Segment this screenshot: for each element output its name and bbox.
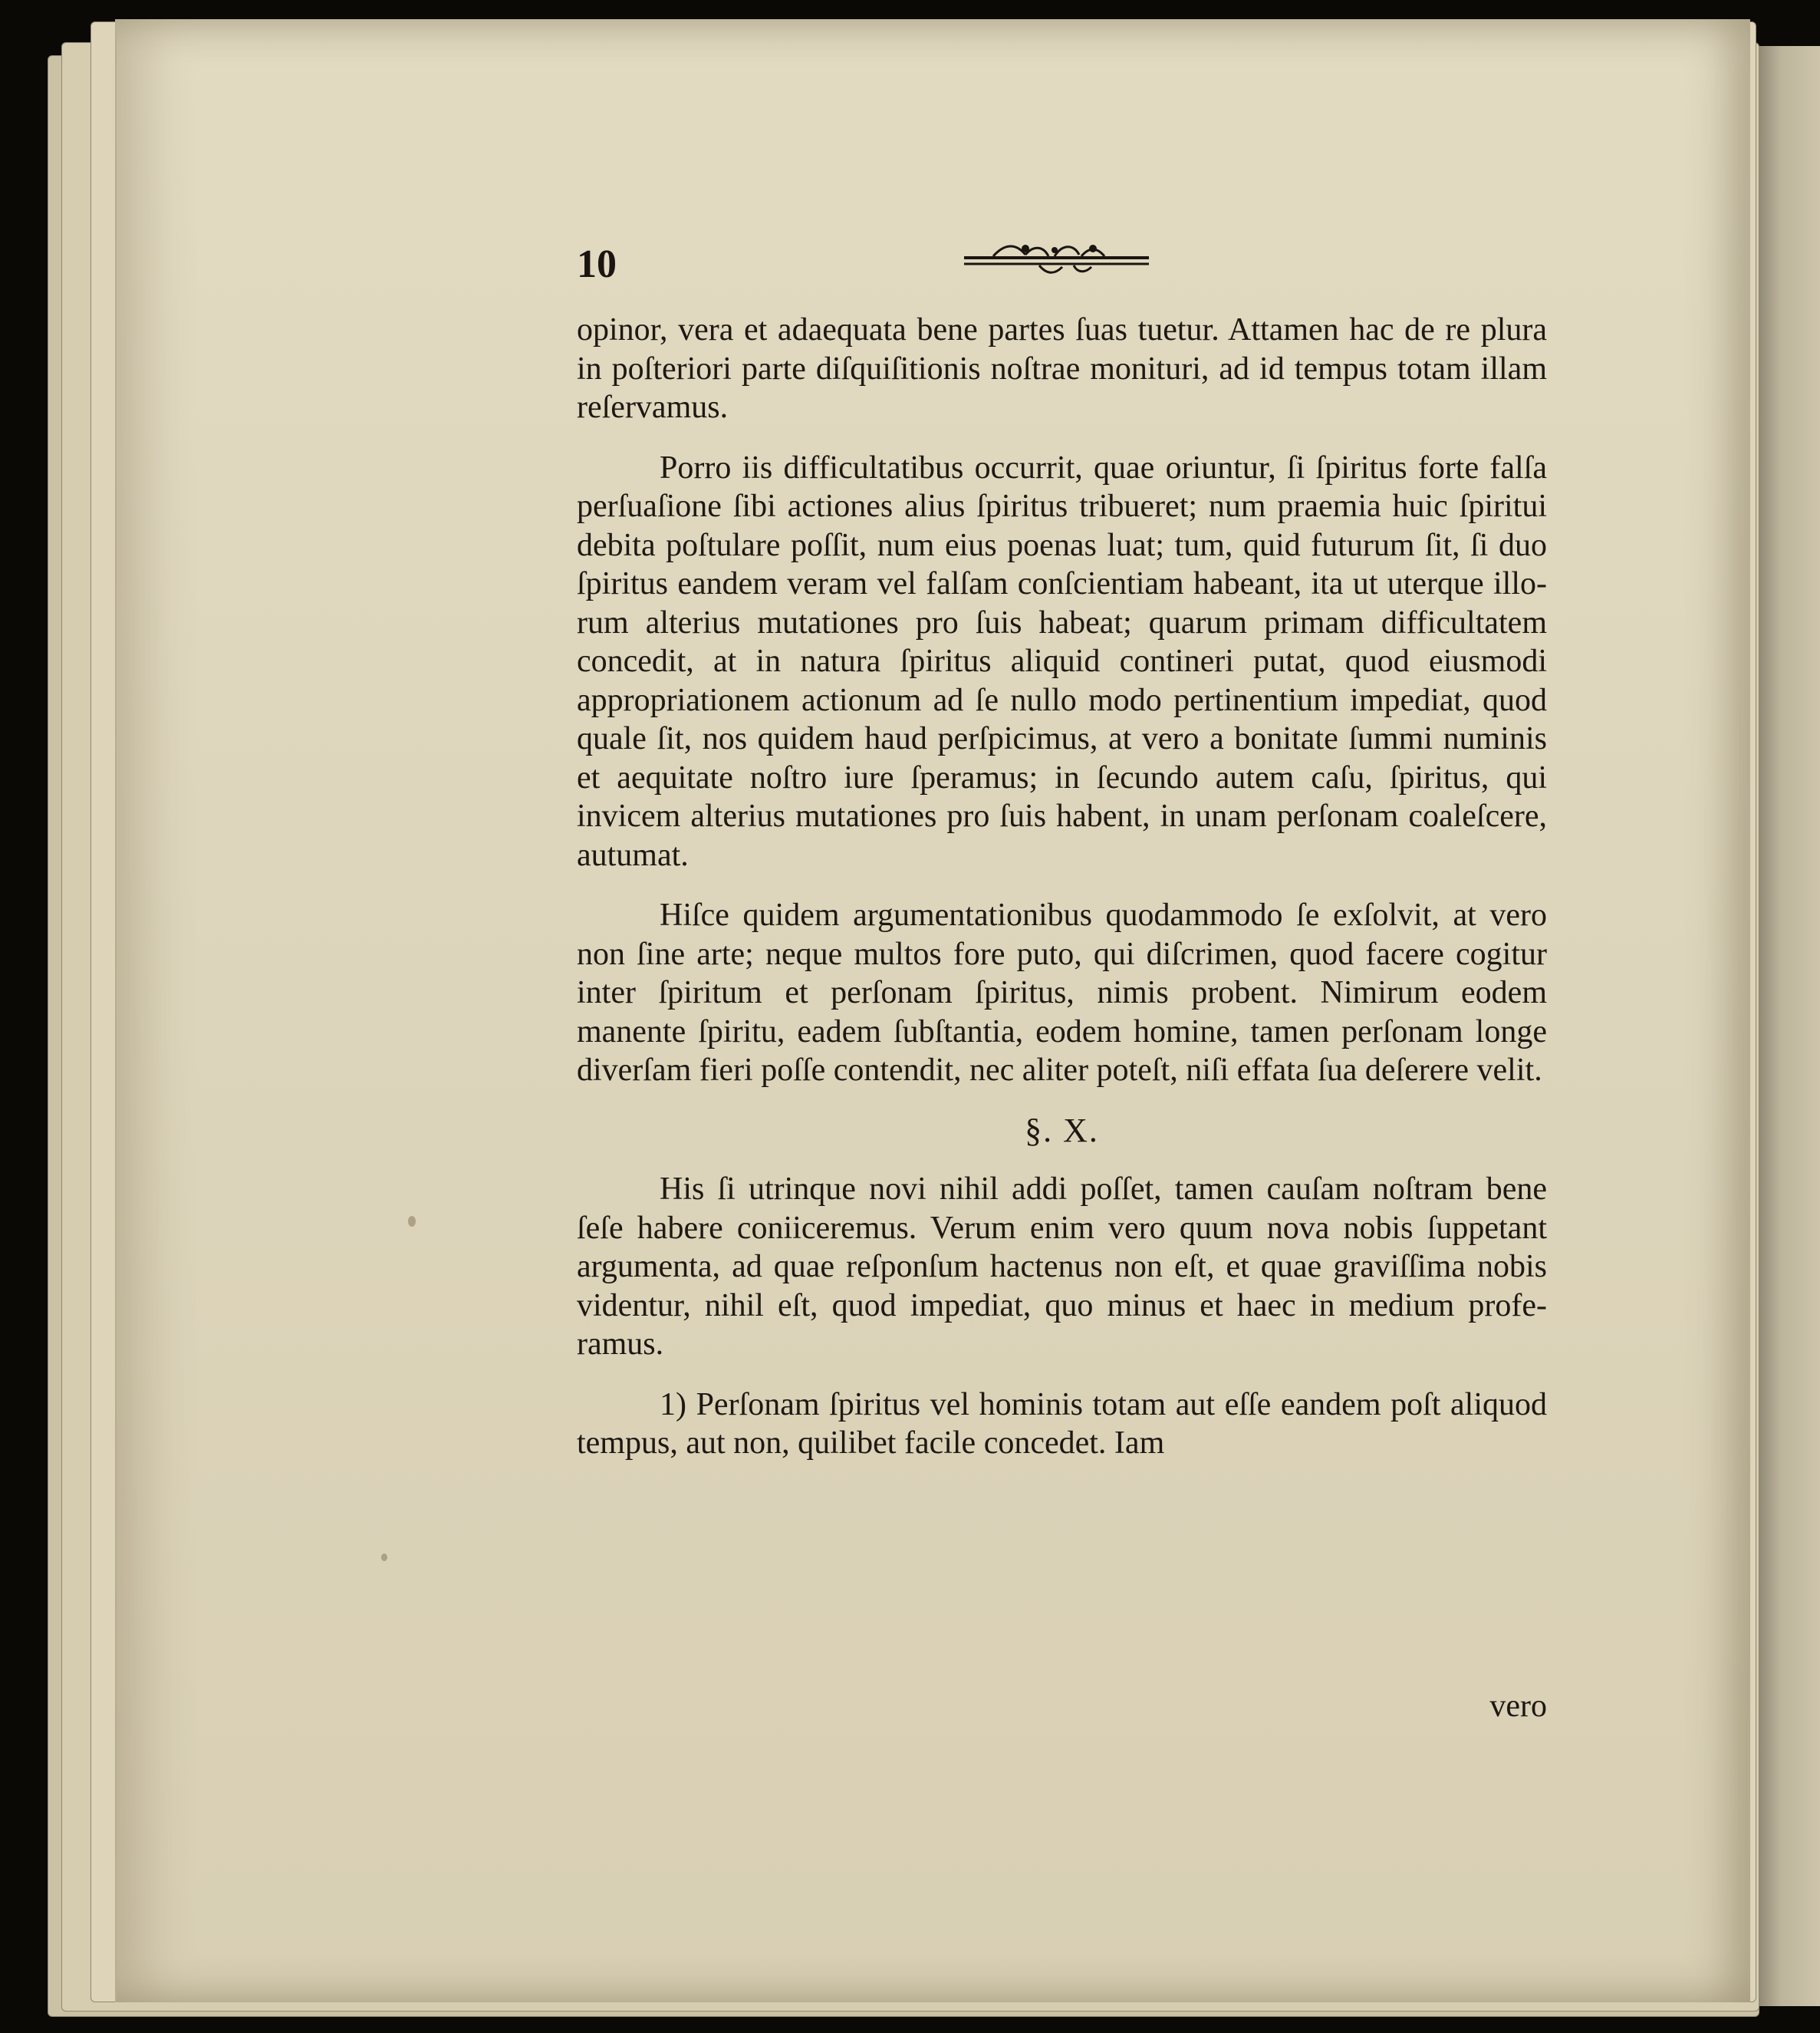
page-number: 10 <box>577 242 617 286</box>
foxing-spot <box>381 1554 387 1561</box>
foxing-spot <box>408 1216 416 1227</box>
body-text <box>577 311 1547 1484</box>
facing-page-edge <box>1753 46 1820 2006</box>
ornament-icon <box>963 239 1150 278</box>
paragraph: 1) Perſonam ſpiritus vel hominis totam aut eſſe eandem poſt aliquod tempus, aut non, quilibet facile concedet. Iam <box>577 1386 1547 1461</box>
paragraph: His ſi utrinque novi nihil addi poſſet, tamen cauſam noſtram bene ſeſe habere coniiceremus. Verum enim vero quum nova nobis ſuppetant argumenta, ad quae reſponſum hactenus non eſt, et quae graviſſima nobis videntur, nihil eſt, quod impediat, quo minus et haec in medium proferamus. <box>577 1171 1547 1362</box>
paragraph: opinor, vera et adaequata bene partes ſuas tuetur. Attamen hac de re plura in poſteriori parte diſquiſitionis noſtrae monituri, ad id tempus totam illam reſervamus. <box>577 312 1547 425</box>
catchword: vero <box>1489 1689 1547 1724</box>
section-heading: §. X. <box>1025 1111 1099 1149</box>
paragraph: Porro iis difficultatibus occurrit, quae oriuntur, ſi ſpiritus forte falſa perſuaſione ſibi actiones alius ſpiritus tribueret; num praemia huic ſpiritui debita poſtulare poſſit, num eius poenas luat; tum, quid futurum ſit, ſi duo ſpiritus eandem veram vel falſam conſcientiam habeant, ita ut uterque illorum alterius mutationes pro ſuis habeat; quarum primam difficultatem concedit, at in natura ſpiritus aliquid contineri putat, quod eiusmodi appropriationem actionum ad ſe nullo modo pertinentium impediat, quod quale ſit, nos quidem haud perſpicimus, at vero a bonitate ſummi numinis et aequitate noſtro iure ſperamus; in ſecundo autem caſu, ſpiritus, qui invicem alterius mutationes pro ſuis habent, in unam perſonam coaleſcere, autumat. <box>577 450 1547 873</box>
paragraph: Hiſce quidem argumentationibus quodammodo ſe exſolvit, at vero non ſine arte; neque multos fore puto, qui diſcrimen, quod facere cogitur inter ſpiritum et perſonam ſpiritus, nimis probent. Nimirum eodem manente ſpiritu, eadem ſubſtantia, eodem homine, tamen perſonam longe diverſam fieri poſſe contendit, nec aliter poteſt, niſi effata ſua deſerere velit. <box>577 898 1547 1088</box>
